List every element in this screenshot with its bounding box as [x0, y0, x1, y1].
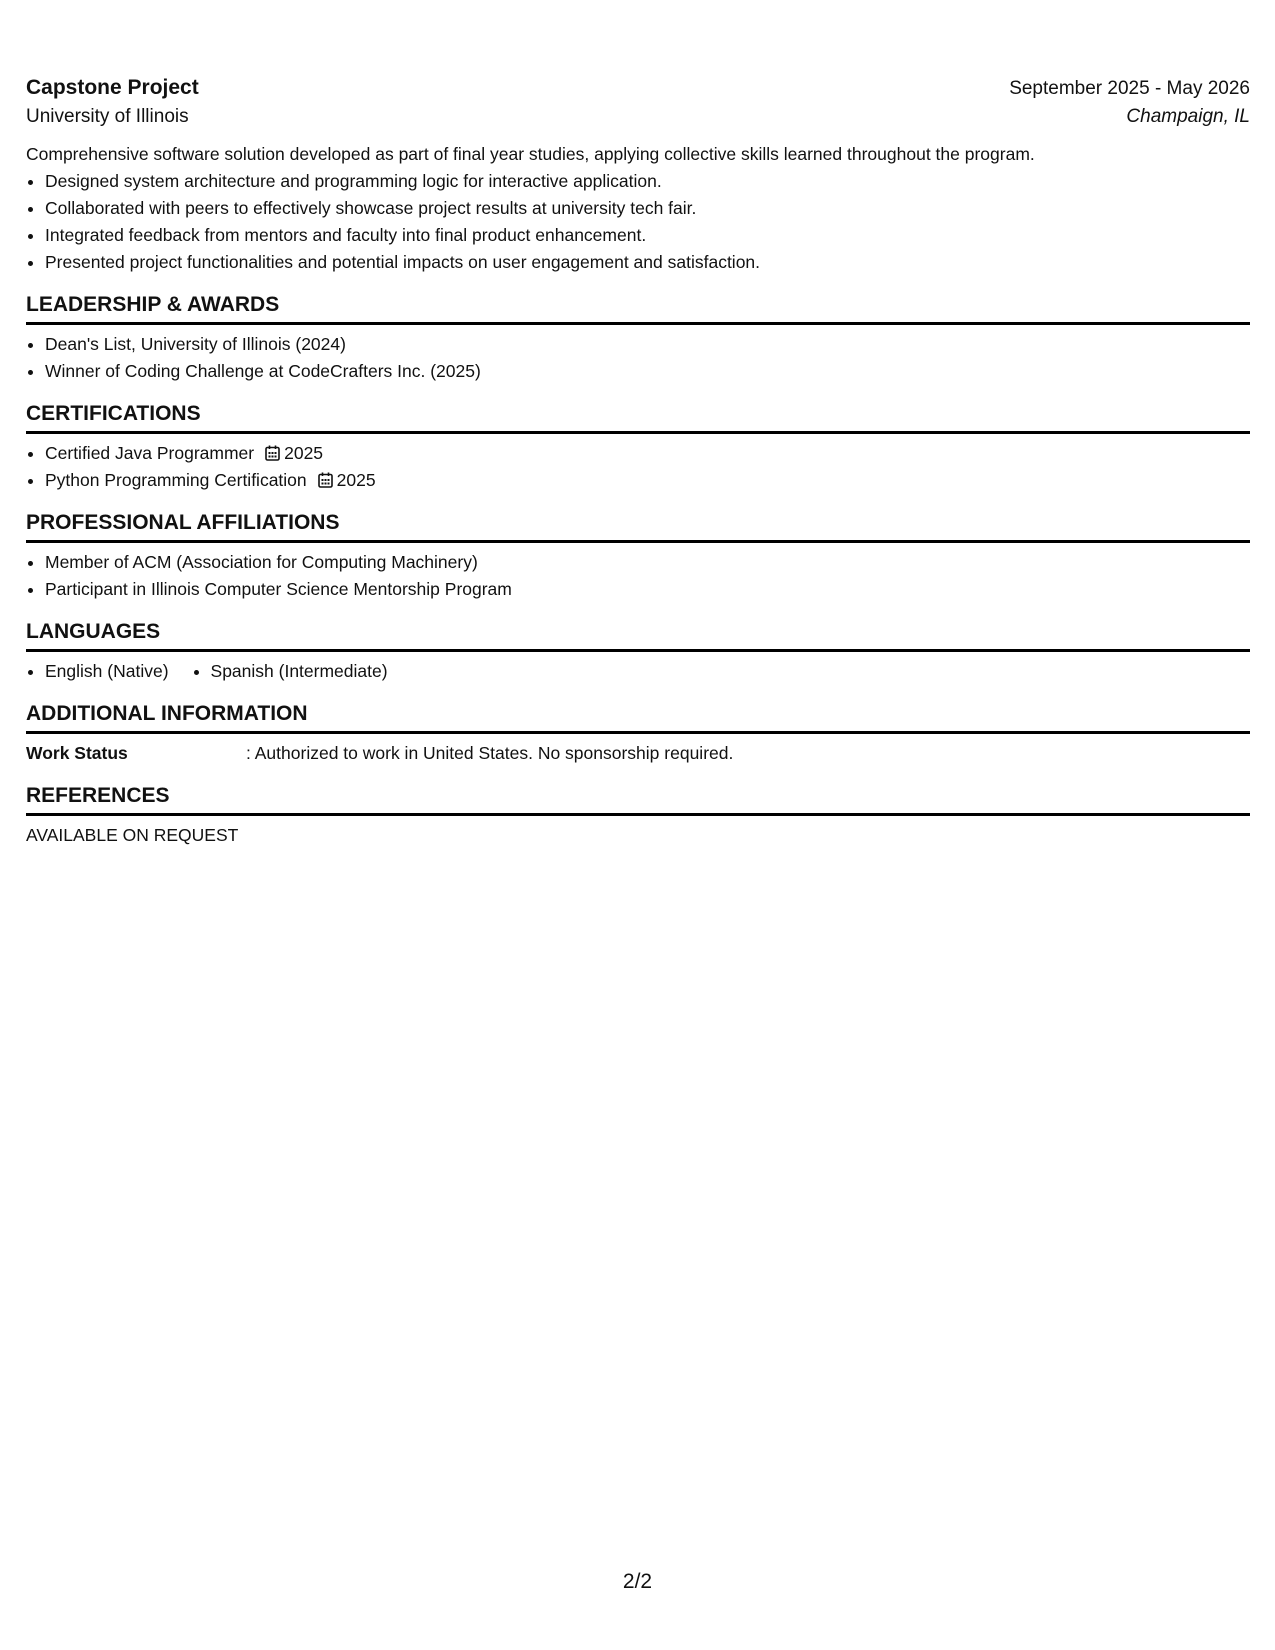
section-languages: [26, 619, 1250, 685]
list-item: • English (Native): [45, 658, 169, 685]
list-item: • Collaborated with peers to effectively showcase project results at university tech fair.: [45, 195, 1250, 222]
page-number: 2/2: [622, 1570, 653, 1593]
list-item: • Member of ACM (Association for Computing Machinery): [45, 549, 1250, 576]
references-text: AVAILABLE ON REQUEST: [26, 825, 239, 845]
work-status-value: : Authorized to work in United States. No sponsorship required.: [246, 743, 734, 763]
certification-year: 2025: [336, 470, 376, 490]
certification-name: Python Programming Certification: [45, 470, 307, 490]
section-references: [26, 783, 1250, 849]
section-title: CERTIFICATIONS: [26, 401, 1250, 434]
list-item: [45, 467, 1250, 494]
calendar-icon: [318, 472, 333, 488]
list-item: [45, 440, 1250, 467]
calendar-icon: [265, 445, 280, 461]
leadership-list: [26, 331, 1250, 385]
section-leadership: [26, 292, 1250, 385]
project-header: [26, 76, 1250, 106]
section-title: LANGUAGES: [26, 619, 1250, 652]
section-affiliations: [26, 510, 1250, 603]
project-organization: University of Illinois: [26, 106, 189, 127]
list-item: • Designed system architecture and programming logic for interactive application.: [45, 168, 1250, 195]
project-title: Capstone Project: [26, 76, 199, 99]
list-item: • Participant in Illinois Computer Science Mentorship Program: [45, 576, 1250, 603]
project-bullets: [26, 168, 1250, 276]
certification-name: Certified Java Programmer: [45, 443, 255, 463]
affiliations-list: [26, 549, 1250, 603]
list-item: • Winner of Coding Challenge at CodeCrafters Inc. (2025): [45, 358, 1250, 385]
section-title: REFERENCES: [26, 783, 1250, 816]
section-title: PROFESSIONAL AFFILIATIONS: [26, 510, 1250, 543]
list-item: • Integrated feedback from mentors and faculty into final product enhancement.: [45, 222, 1250, 249]
project-dates: September 2025 - May 2026: [1009, 78, 1250, 99]
project-subheader: [26, 106, 1250, 139]
work-status-label: Work Status: [26, 743, 128, 763]
work-status-row: [26, 740, 1250, 767]
section-additional-information: [26, 701, 1250, 767]
section-certifications: [26, 401, 1250, 494]
project-location: Champaign, IL: [1126, 106, 1250, 127]
project-description: Comprehensive software solution developed as part of final year studies, applying collective skills learned throughout the program.: [26, 144, 1035, 164]
certification-year: 2025: [284, 443, 324, 463]
list-item: • Presented project functionalities and potential impacts on user engagement and satisfaction.: [45, 249, 1250, 276]
certifications-list: [26, 440, 1250, 494]
section-title: ADDITIONAL INFORMATION: [26, 701, 1250, 734]
resume-page: [26, 76, 1250, 849]
list-item: • Spanish (Intermediate): [211, 658, 388, 685]
list-item: • Dean's List, University of Illinois (2024): [45, 331, 1250, 358]
languages-list: [26, 658, 1250, 685]
section-title: LEADERSHIP & AWARDS: [26, 292, 1250, 325]
